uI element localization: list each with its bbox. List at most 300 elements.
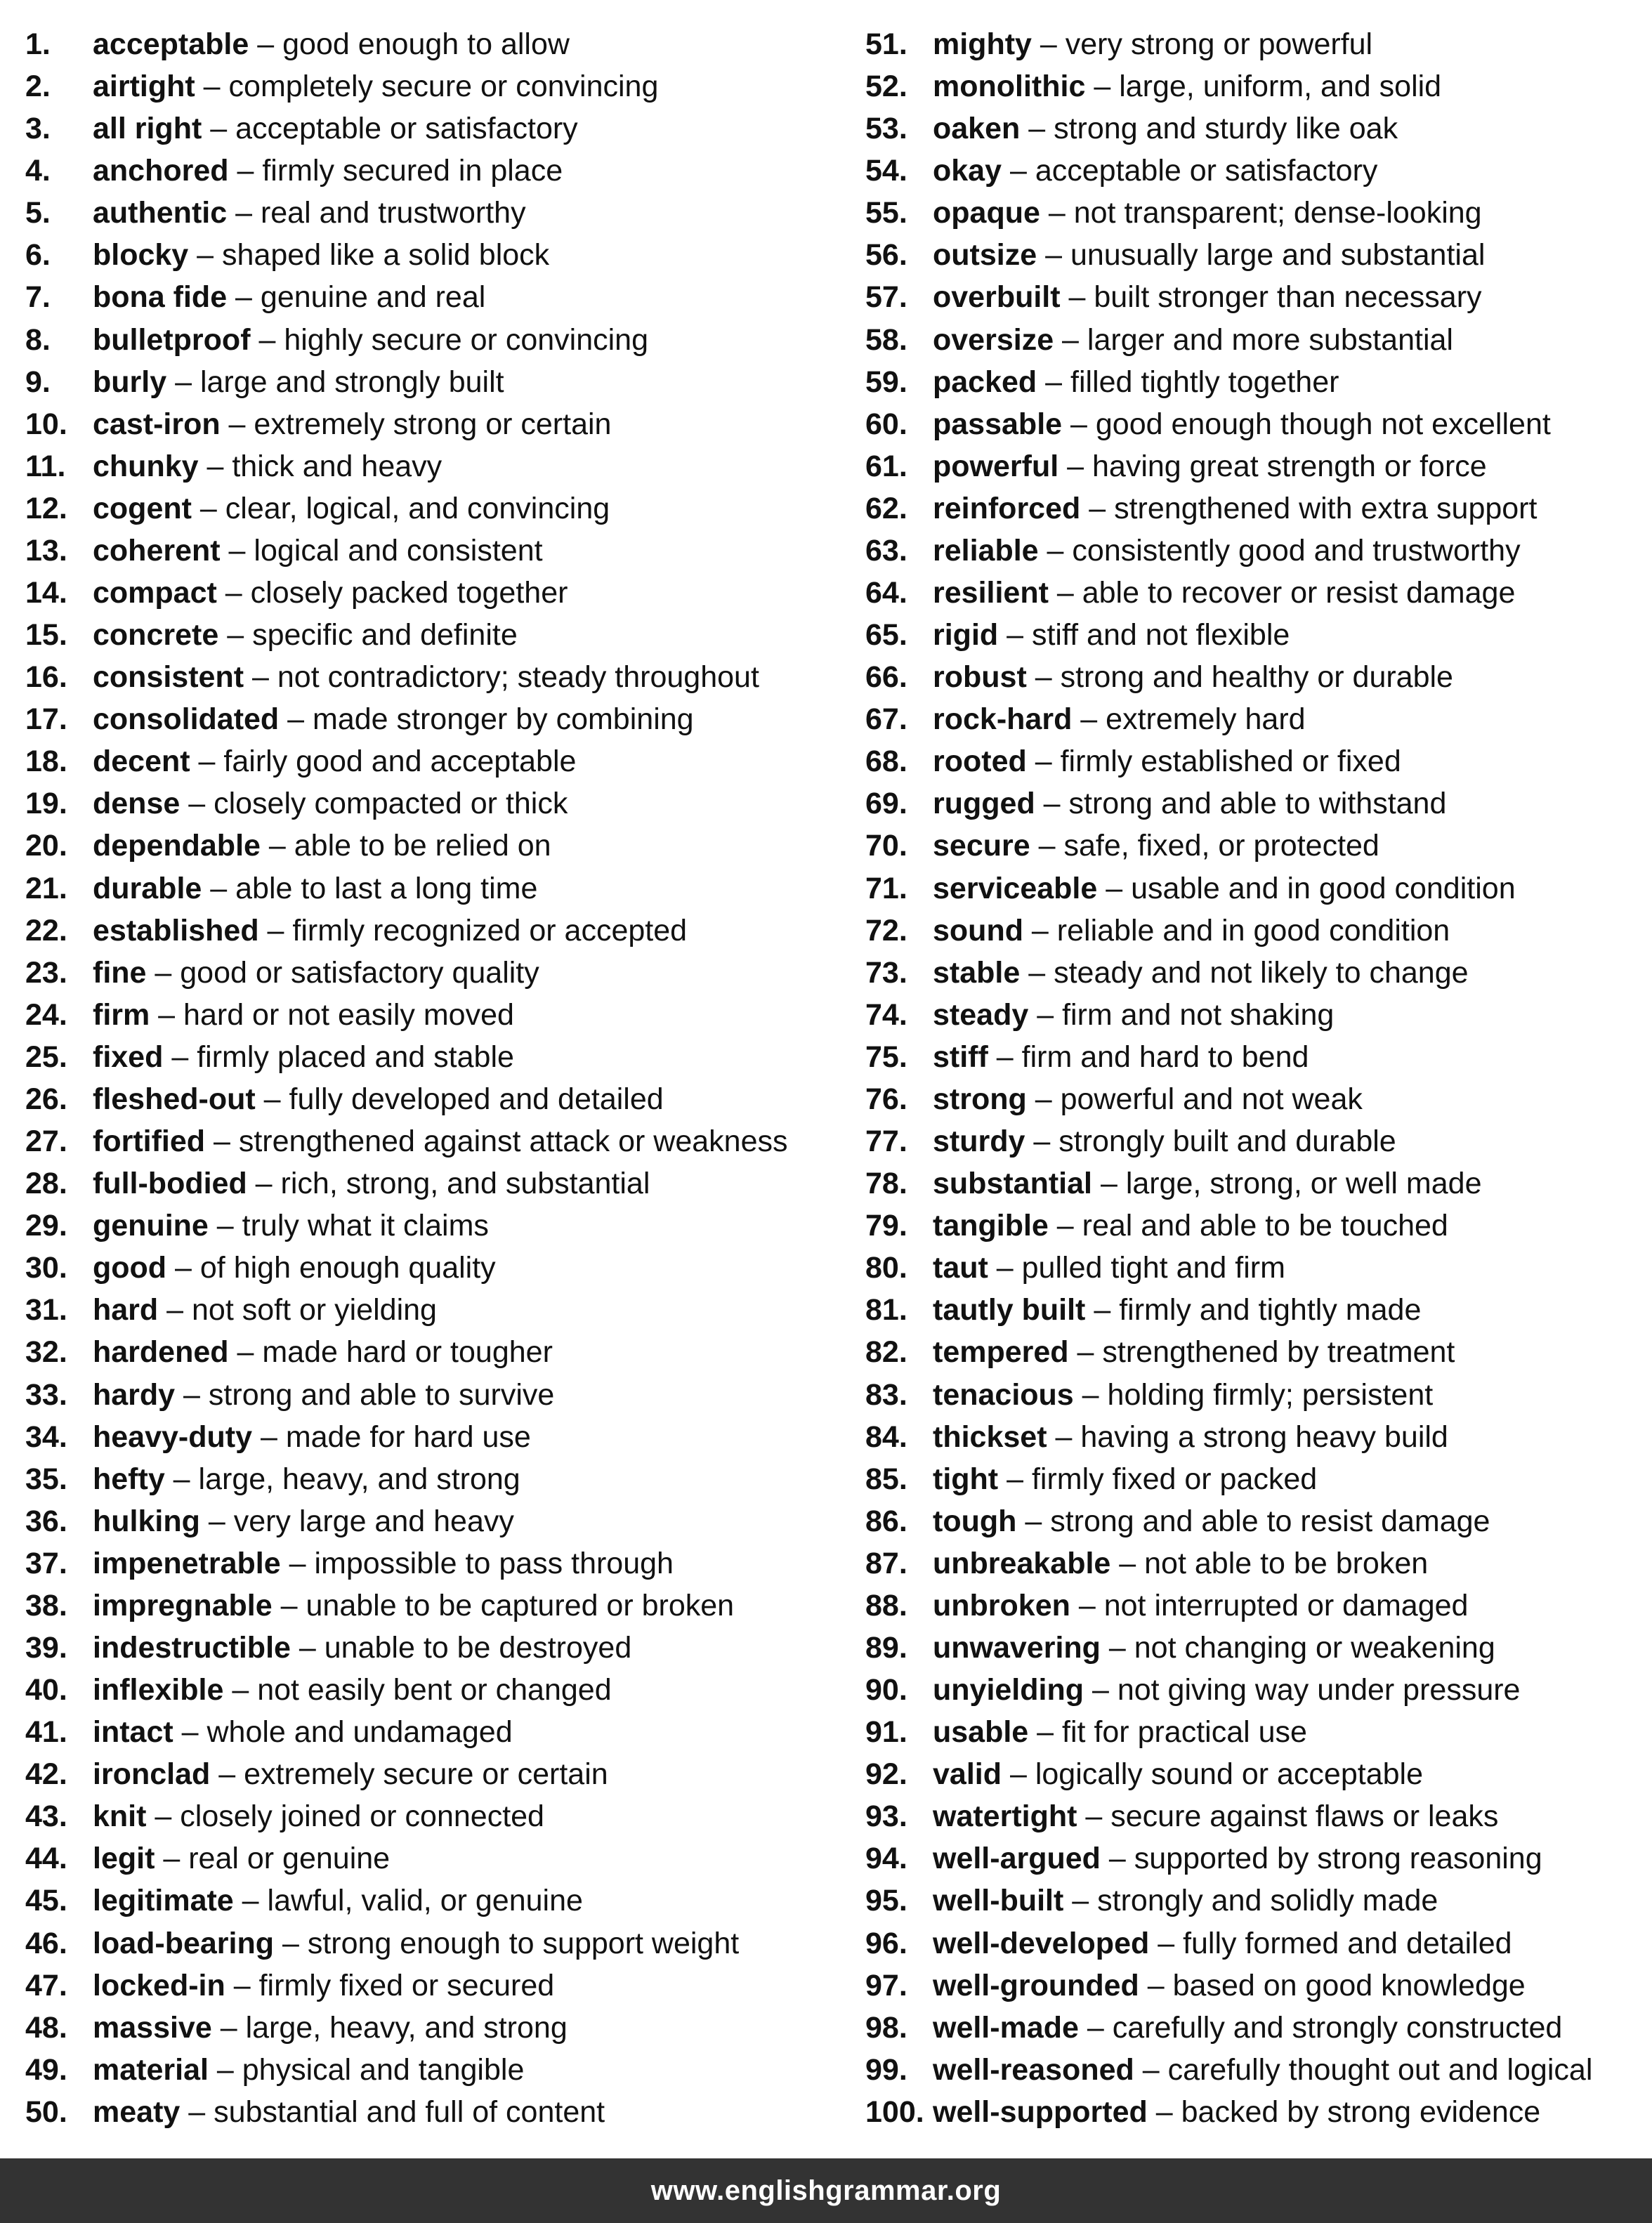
item-word: tautly built <box>933 1293 1086 1327</box>
item-separator: – <box>180 2094 214 2129</box>
item-word: authentic <box>93 196 228 230</box>
item-text <box>93 1753 608 1795</box>
item-separator: – <box>150 997 184 1032</box>
item-definition: large, uniform, and solid <box>1119 70 1442 104</box>
item-text <box>933 1458 1317 1500</box>
item-word: impenetrable <box>93 1546 281 1580</box>
item-definition: genuine and real <box>260 280 486 315</box>
list-item <box>865 1669 1645 1711</box>
list-item <box>25 276 840 318</box>
item-number: 17. <box>25 702 67 737</box>
item-word: indestructible <box>93 1630 291 1665</box>
item-definition: unusually large and substantial <box>1070 238 1486 273</box>
item-number: 36. <box>25 1504 67 1538</box>
item-separator: – <box>210 1757 244 1792</box>
list-item <box>25 825 840 867</box>
list-item <box>865 698 1645 740</box>
list-item <box>865 234 1645 276</box>
item-text <box>93 403 611 445</box>
item-number: 66. <box>865 660 907 695</box>
item-word: consistent <box>93 660 244 695</box>
list-item <box>865 994 1645 1036</box>
item-number: 93. <box>865 1799 907 1834</box>
item-definition: firmly secured in place <box>262 154 563 188</box>
item-text <box>93 1036 514 1078</box>
item-word: well-reasoned <box>933 2052 1134 2087</box>
item-word: tenacious <box>933 1377 1074 1412</box>
item-definition: made for hard use <box>285 1419 531 1454</box>
item-number: 42. <box>25 1757 67 1792</box>
item-text <box>93 1837 390 1880</box>
list-item <box>865 403 1645 445</box>
item-number: 72. <box>865 913 907 947</box>
item-definition: not contradictory; steady throughout <box>277 660 759 695</box>
item-text <box>933 23 1372 65</box>
item-definition: fully developed and detailed <box>289 1082 664 1116</box>
item-definition: logical and consistent <box>254 533 543 568</box>
item-separator: – <box>1077 1799 1111 1834</box>
item-definition: firmly fixed or secured <box>258 1968 555 2002</box>
item-text <box>933 1922 1512 1965</box>
item-definition: of high enough quality <box>199 1251 496 1285</box>
item-number: 92. <box>865 1757 907 1792</box>
item-word: good <box>93 1251 167 1285</box>
list-item <box>25 2007 840 2049</box>
item-word: oversize <box>933 322 1054 357</box>
item-definition: extremely hard <box>1106 702 1306 737</box>
list-item <box>865 1922 1645 1965</box>
item-separator: – <box>249 27 283 61</box>
item-definition: holding firmly; persistent <box>1107 1377 1434 1412</box>
item-word: rigid <box>933 618 999 653</box>
item-text <box>933 1542 1428 1585</box>
item-definition: good enough though not excellent <box>1095 407 1551 441</box>
list-item <box>865 782 1645 825</box>
item-text <box>933 1120 1396 1162</box>
item-text <box>933 276 1482 318</box>
item-number: 94. <box>865 1842 907 1876</box>
item-definition: not able to be broken <box>1144 1546 1429 1580</box>
item-number: 78. <box>865 1167 907 1201</box>
item-separator: – <box>1060 280 1094 315</box>
item-separator: – <box>1097 871 1132 905</box>
item-word: rock-hard <box>933 702 1073 737</box>
item-word: unbreakable <box>933 1546 1111 1580</box>
item-number: 60. <box>865 407 907 441</box>
item-number: 25. <box>25 1040 67 1074</box>
item-text <box>93 952 539 994</box>
item-word: legitimate <box>93 1884 234 1918</box>
item-separator: – <box>195 70 229 104</box>
item-word: robust <box>933 660 1027 695</box>
item-text <box>933 1500 1490 1542</box>
item-number: 33. <box>25 1377 67 1412</box>
item-word: well-argued <box>933 1842 1101 1876</box>
item-definition: made hard or tougher <box>262 1335 553 1370</box>
item-word: passable <box>933 407 1063 441</box>
item-text <box>93 994 514 1036</box>
list-item <box>25 530 840 572</box>
item-separator: – <box>146 955 181 990</box>
list-item <box>25 23 840 65</box>
item-separator: – <box>1020 955 1054 990</box>
list-item <box>25 1120 840 1162</box>
item-definition: firmly recognized or accepted <box>292 913 688 947</box>
item-text <box>93 2007 568 2049</box>
item-definition: large, strong, or well made <box>1125 1167 1482 1201</box>
item-word: packed <box>933 365 1037 399</box>
item-separator: – <box>247 1167 281 1201</box>
list-item <box>25 952 840 994</box>
item-separator: – <box>1110 1546 1145 1580</box>
item-number: 54. <box>865 154 907 188</box>
list-item <box>865 107 1645 150</box>
list-item <box>865 1036 1645 1078</box>
list-item <box>865 150 1645 192</box>
item-definition: firm and not shaking <box>1062 997 1335 1032</box>
list-item <box>25 1331 840 1373</box>
item-number: 91. <box>865 1715 907 1750</box>
item-text <box>93 1669 612 1711</box>
item-number: 97. <box>865 1968 907 2002</box>
list-item <box>25 572 840 614</box>
item-word: rooted <box>933 745 1027 779</box>
item-definition: good enough to allow <box>282 27 570 61</box>
list-item <box>865 361 1645 403</box>
item-number: 21. <box>25 871 67 905</box>
item-definition: firmly placed and stable <box>197 1040 514 1074</box>
item-text <box>933 910 1450 952</box>
item-separator: – <box>279 702 313 737</box>
item-definition: having great strength or force <box>1092 449 1487 483</box>
item-number: 62. <box>865 491 907 525</box>
item-number: 58. <box>865 322 907 357</box>
item-text <box>93 740 576 782</box>
item-word: hardened <box>93 1335 229 1370</box>
item-number: 43. <box>25 1799 67 1834</box>
item-text <box>933 825 1379 867</box>
list-item <box>865 1585 1645 1627</box>
item-number: 76. <box>865 1082 907 1116</box>
item-separator: – <box>1080 491 1115 525</box>
list-item <box>25 1585 840 1627</box>
item-text <box>933 867 1516 910</box>
item-separator: – <box>198 449 232 483</box>
item-definition: not changing or weakening <box>1134 1630 1495 1665</box>
item-number: 56. <box>865 238 907 273</box>
item-number: 77. <box>865 1124 907 1159</box>
item-number: 15. <box>25 618 67 653</box>
item-word: intact <box>93 1715 173 1750</box>
list-item <box>25 1965 840 2007</box>
item-separator: – <box>1139 1968 1173 2002</box>
list-item <box>865 1880 1645 1922</box>
item-word: well-built <box>933 1884 1064 1918</box>
item-definition: highly secure or convincing <box>284 322 648 357</box>
item-word: reliable <box>933 533 1039 568</box>
list-item <box>25 1205 840 1247</box>
list-item <box>865 1965 1645 2007</box>
item-definition: completely secure or convincing <box>228 70 659 104</box>
item-word: outsize <box>933 238 1037 273</box>
item-number: 5. <box>25 196 51 230</box>
item-number: 28. <box>25 1167 67 1201</box>
item-separator: – <box>1048 1209 1082 1243</box>
item-definition: carefully thought out and logical <box>1167 2052 1593 2087</box>
item-separator: – <box>1048 576 1082 610</box>
item-number: 73. <box>865 955 907 990</box>
item-text <box>93 1795 544 1837</box>
list-item <box>25 994 840 1036</box>
item-word: hefty <box>93 1462 165 1496</box>
list-item <box>865 192 1645 234</box>
item-text <box>93 1500 514 1542</box>
item-text <box>93 23 570 65</box>
item-separator: – <box>255 1082 289 1116</box>
list-item <box>865 656 1645 698</box>
item-word: massive <box>93 2010 212 2045</box>
item-separator: – <box>163 1040 197 1074</box>
item-word: powerful <box>933 449 1059 483</box>
item-separator: – <box>146 1799 181 1834</box>
item-definition: strengthened with extra support <box>1114 491 1538 525</box>
item-definition: real and able to be touched <box>1082 1209 1448 1243</box>
item-separator: – <box>258 913 293 947</box>
item-text <box>933 1837 1542 1880</box>
item-separator: – <box>1078 2010 1113 2045</box>
footer-website-link[interactable]: www.englishgrammar.org <box>650 2175 1002 2206</box>
item-word: fleshed-out <box>93 1082 256 1116</box>
item-separator: – <box>1038 533 1073 568</box>
list-item <box>865 2049 1645 2091</box>
list-item <box>25 1162 840 1205</box>
item-number: 85. <box>865 1462 907 1496</box>
item-number: 6. <box>25 238 51 273</box>
item-number: 22. <box>25 913 67 947</box>
list-item <box>25 656 840 698</box>
item-text <box>933 107 1398 150</box>
list-item <box>865 1500 1645 1542</box>
item-definition: built stronger than necessary <box>1094 280 1482 315</box>
item-number: 80. <box>865 1251 907 1285</box>
item-separator: – <box>1002 1757 1035 1792</box>
item-word: monolithic <box>933 70 1086 104</box>
item-separator: – <box>199 1504 234 1538</box>
item-word: bona fide <box>93 280 228 315</box>
item-text <box>93 1374 554 1416</box>
item-text <box>93 1922 739 1965</box>
list-item <box>865 1711 1645 1753</box>
item-definition: having a strong heavy build <box>1080 1419 1448 1454</box>
item-word: steady <box>933 997 1029 1032</box>
item-separator: – <box>998 1462 1032 1496</box>
list-item <box>25 1078 840 1120</box>
item-definition: shaped like a solid block <box>222 238 550 273</box>
item-word: meaty <box>93 2094 181 2129</box>
item-word: locked-in <box>93 1968 225 2002</box>
item-separator: – <box>202 112 236 146</box>
item-word: material <box>93 2052 209 2087</box>
item-word: all right <box>93 112 202 146</box>
item-number: 12. <box>25 491 67 525</box>
item-separator: – <box>1073 1377 1108 1412</box>
item-definition: firmly fixed or packed <box>1031 1462 1318 1496</box>
item-definition: unable to be destroyed <box>324 1630 632 1665</box>
item-number: 68. <box>865 745 907 779</box>
item-separator: – <box>988 1251 1022 1285</box>
item-separator: – <box>1031 27 1066 61</box>
item-separator: – <box>1028 1715 1063 1750</box>
item-text <box>93 867 537 910</box>
list-item <box>25 1837 840 1880</box>
item-definition: thick and heavy <box>232 449 442 483</box>
item-word: watertight <box>933 1799 1077 1834</box>
item-text <box>933 1205 1448 1247</box>
list-item <box>865 1837 1645 1880</box>
item-number: 18. <box>25 745 67 779</box>
item-separator: – <box>164 1462 199 1496</box>
list-item <box>25 361 840 403</box>
item-word: substantial <box>933 1167 1092 1201</box>
item-text <box>933 572 1515 614</box>
item-separator: – <box>158 1293 192 1327</box>
item-word: taut <box>933 1251 988 1285</box>
item-word: mighty <box>933 27 1032 61</box>
list-item <box>865 319 1645 361</box>
item-separator: – <box>280 1546 315 1580</box>
item-number: 19. <box>25 787 67 821</box>
item-number: 75. <box>865 1040 907 1074</box>
item-number: 4. <box>25 154 51 188</box>
item-definition: very strong or powerful <box>1065 27 1373 61</box>
item-definition: large, heavy, and strong <box>198 1462 520 1496</box>
item-text <box>93 487 610 530</box>
item-text <box>933 2049 1592 2091</box>
item-number: 16. <box>25 660 67 695</box>
item-number: 13. <box>25 533 67 568</box>
word-list-right-column <box>865 23 1645 2133</box>
item-text <box>933 1162 1482 1205</box>
item-definition: impossible to pass through <box>314 1546 674 1580</box>
item-definition: very large and heavy <box>233 1504 514 1538</box>
item-text <box>933 1753 1423 1795</box>
item-number: 67. <box>865 702 907 737</box>
item-word: valid <box>933 1757 1002 1792</box>
list-item <box>25 1458 840 1500</box>
item-word: cast-iron <box>93 407 221 441</box>
item-definition: strong and able to resist damage <box>1050 1504 1490 1538</box>
item-text <box>933 952 1469 994</box>
item-separator: – <box>274 1926 308 1960</box>
item-text <box>933 656 1453 698</box>
list-item <box>865 1542 1645 1585</box>
item-definition: physical and tangible <box>242 2052 525 2087</box>
item-separator: – <box>290 1630 324 1665</box>
item-text <box>933 403 1551 445</box>
list-item <box>25 1795 840 1837</box>
item-text <box>933 1795 1498 1837</box>
item-text <box>933 445 1487 487</box>
item-word: knit <box>93 1799 147 1834</box>
item-number: 39. <box>25 1630 67 1665</box>
item-word: genuine <box>93 1209 209 1243</box>
item-separator: – <box>272 1588 306 1622</box>
item-definition: not interrupted or damaged <box>1103 1588 1469 1622</box>
item-separator: – <box>1092 1167 1126 1201</box>
list-item <box>25 2049 840 2091</box>
item-text <box>933 192 1482 234</box>
item-word: established <box>93 913 259 947</box>
item-text <box>93 319 648 361</box>
item-word: firm <box>93 997 150 1032</box>
item-number: 20. <box>25 829 67 863</box>
item-word: fortified <box>93 1124 206 1159</box>
item-number: 44. <box>25 1842 67 1876</box>
item-definition: acceptable or satisfactory <box>235 112 578 146</box>
item-definition: substantial and full of content <box>214 2094 605 2129</box>
item-separator: – <box>180 787 214 821</box>
item-separator: – <box>1037 365 1071 399</box>
item-text <box>933 1331 1455 1373</box>
list-item <box>865 1795 1645 1837</box>
item-text <box>93 445 442 487</box>
item-number: 37. <box>25 1546 67 1580</box>
list-item <box>865 1458 1645 1500</box>
item-definition: strong and healthy or durable <box>1060 660 1453 695</box>
list-item <box>865 1374 1645 1416</box>
item-word: well-grounded <box>933 1968 1139 2002</box>
list-item <box>865 1331 1645 1373</box>
item-separator: – <box>1054 322 1087 357</box>
list-item <box>865 910 1645 952</box>
item-separator: – <box>1016 1504 1051 1538</box>
item-separator: – <box>1085 70 1120 104</box>
item-number: 32. <box>25 1335 67 1370</box>
item-word: coherent <box>93 533 221 568</box>
item-number: 61. <box>865 449 907 483</box>
item-number: 3. <box>25 112 51 146</box>
item-word: tangible <box>933 1209 1049 1243</box>
item-text <box>93 107 578 150</box>
item-separator: – <box>218 618 253 653</box>
list-item <box>25 910 840 952</box>
item-definition: based on good knowledge <box>1172 1968 1526 2002</box>
item-separator: – <box>1062 407 1096 441</box>
item-definition: closely joined or connected <box>180 1799 544 1834</box>
list-item <box>25 107 840 150</box>
item-number: 46. <box>25 1926 67 1960</box>
item-number: 65. <box>865 618 907 653</box>
item-text <box>933 1585 1468 1627</box>
item-word: hulking <box>93 1504 200 1538</box>
list-item <box>865 952 1645 994</box>
item-number: 40. <box>25 1673 67 1707</box>
item-number: 82. <box>865 1335 907 1370</box>
item-definition: pulled tight and firm <box>1021 1251 1285 1285</box>
item-separator: – <box>998 618 1032 653</box>
item-definition: larger and more substantial <box>1087 322 1453 357</box>
list-item <box>25 1627 840 1669</box>
item-number: 79. <box>865 1209 907 1243</box>
item-text <box>933 65 1441 107</box>
list-item <box>25 234 840 276</box>
item-text <box>933 614 1290 656</box>
item-number: 8. <box>25 322 51 357</box>
item-separator: – <box>1070 1588 1104 1622</box>
list-item <box>865 572 1645 614</box>
item-definition: able to be relied on <box>294 829 551 863</box>
item-text <box>93 1542 674 1585</box>
